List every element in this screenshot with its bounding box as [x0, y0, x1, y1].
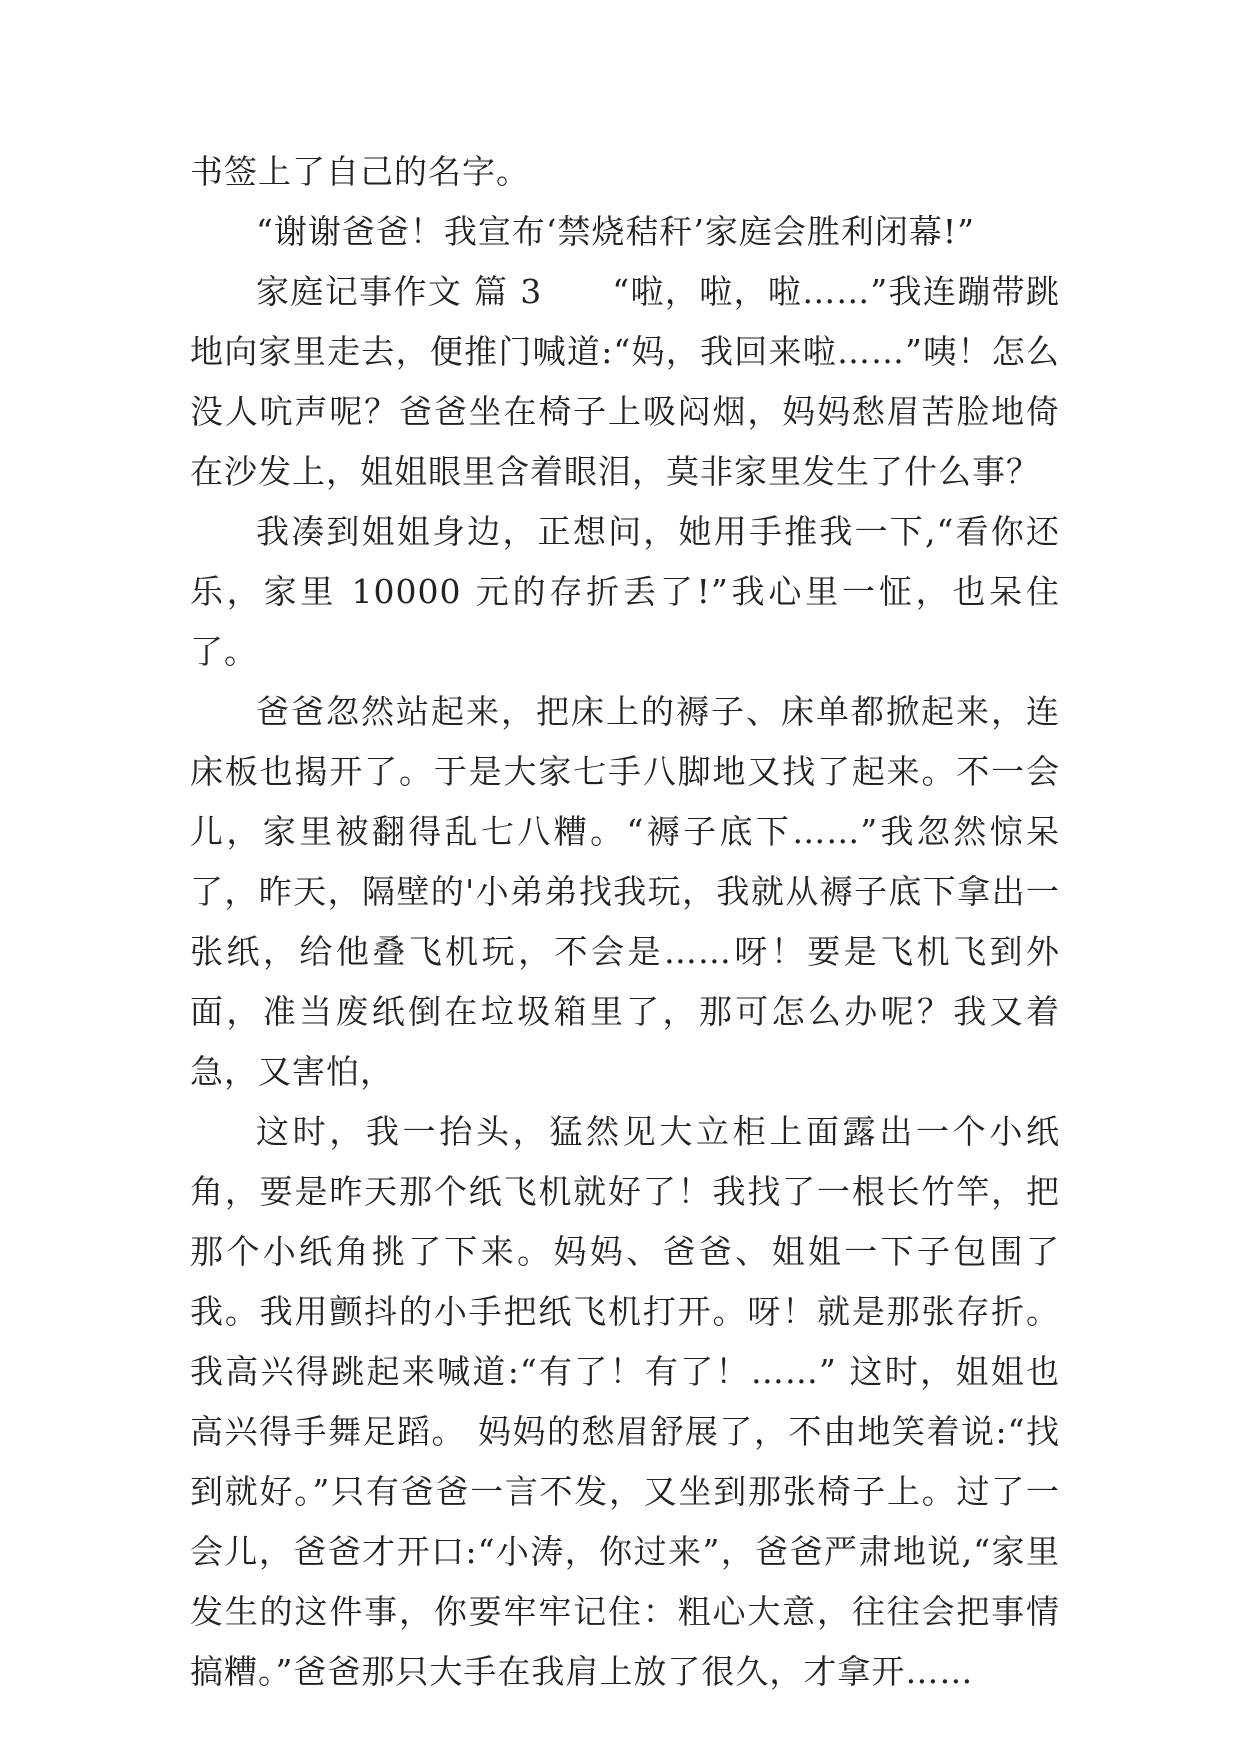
section-paragraph [190, 262, 1060, 502]
paragraph-5: 爸爸忽然站起来，把床上的褥子、床单都掀起来，连床板也揭开了。于是大家七手八脚地又找了起来。不一会儿，家里被翻得乱七八糟。“褥子底下……”我忽然惊呆了，昨天，隔壁的'小弟弟找我玩，我就从褥子底下拿出一张纸，给他叠飞机玩，不会是……呀！要是飞机飞到外面，准当废纸倒在垃圾箱里了，那可怎么办呢？我又着急，又害怕， [190, 692, 1060, 1091]
section-first-text: “啦，啦，啦……”我连蹦带跳地向家里走去，便推门喊道:“妈，我回来啦……”咦！怎么没人吭声呢？爸爸坐在椅子上吸闷烟，妈妈愁眉苦脸地倚在沙发上，姐姐眼里含着眼泪，莫非家里发生了什么事？ [190, 272, 1060, 491]
paragraph-4: 我凑到姐姐身边，正想问，她用手推我一下,“看你还乐，家里 10000 元的存折丢了!”我心里一怔，也呆住了。 [190, 512, 1060, 671]
document-page [190, 142, 1060, 1702]
section-heading: 家庭记事作文 篇 3 [256, 272, 543, 311]
paragraph-6: 这时，我一抬头，猛然见大立柜上面露出一个小纸角，要是昨天那个纸飞机就好了！我找了一根长竹竿，把那个小纸角挑了下来。妈妈、爸爸、姐姐一下子包围了我。我用颤抖的小手把纸飞机打开。呀！就是那张存折。我高兴得跳起来喊道:“有了！有了！……” 这时，姐姐也高兴得手舞足蹈。 妈妈的愁眉舒展了，不由地笑着说:“找到就好。”只有爸爸一言不发，又坐到那张椅子上。过了一会儿，爸爸才开口:“小涛，你过来”，爸爸严肃地说,“家里发生的这件事，你要牢牢记住：粗心大意，往往会把事情搞糟。”爸爸那只大手在我肩上放了很久，才拿开…… [190, 1112, 1060, 1691]
paragraph-2: “谢谢爸爸！我宣布‘禁烧秸秆’家庭会胜利闭幕!” [256, 212, 975, 251]
paragraph-1: 书签上了自己的名字。 [190, 152, 530, 191]
